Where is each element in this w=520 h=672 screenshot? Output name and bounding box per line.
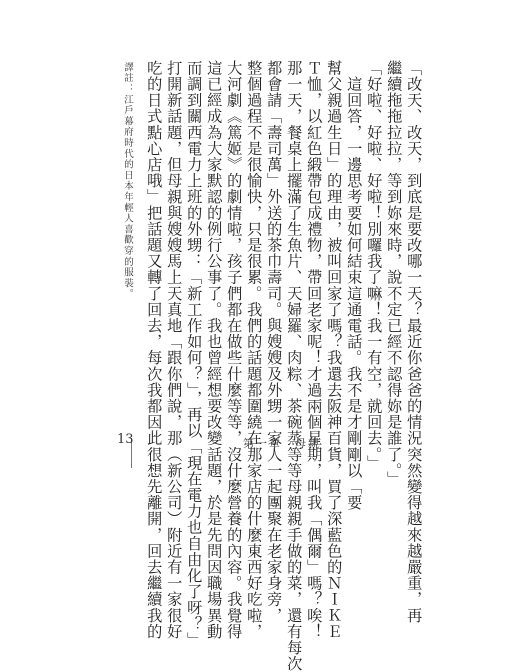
text-column-13: 打開新話題，但母親與嫂嫂馬上天真地「跟你們說，那（新公司）附近有一家很好 bbox=[165, 60, 184, 640]
text-column-2: 繼續拖拖拉拉，等到妳來時，說不定已經不認得妳是誰了。」 bbox=[385, 60, 404, 488]
text-column-14: 吃的日式點心店哦」把話題又轉了回去，每次我都因此很想先離開，回去繼續我的 bbox=[145, 60, 164, 640]
text-column-8: 都會請「壽司萬」外送的茶巾壽司。與嫂嫂及外甥一家人一起團聚在老家身旁， bbox=[265, 60, 284, 624]
text-column-9: 整個過程不是很愉快，只是很累。我們的話題都圍繞在那家店的什麼東西好吃啦， bbox=[245, 60, 264, 640]
text-column-5: 幫父親過生日」的理由，被叫回家了嗎？我還去阪神百貨，買了深藍色的ＮＩＫＥ bbox=[325, 60, 344, 640]
chapter-footer: 第一章 母親 bbox=[243, 437, 321, 450]
text-column-11: 這已經成為大家默認的例行公事了。我也曾經想要改變話題，於是先問因職場異動 bbox=[205, 60, 224, 640]
text-column-12: 而調到關西電力上班的外甥：「新工作如何？」，再以「現在電力也自由化了呀？」 bbox=[185, 60, 204, 649]
page-number: 13 bbox=[117, 432, 134, 447]
text-column-1: 「改天、改天，到底是要改哪一天？最近你爸爸的情況突然變得越來越嚴重，再 bbox=[405, 60, 424, 624]
text-column-6: Ｔ恤，以紅色緞帶包成禮物，帶回老家呢！才過兩個星期，叫我「偶爾」嗎？唉！ bbox=[305, 60, 324, 640]
text-column-4: 這回答，一邊思考要如何結束這通電話。我不是才剛剛以「要 bbox=[345, 60, 364, 511]
text-column-10: 大河劇《篤姬》的劇情啦，孩子們都在做些什麼等等，沒什麼營養的內容。我覺得 bbox=[225, 60, 244, 640]
text-column-3: 「好啦、好啦、好啦！別囉我了嘛！我一有空，就回去。」 bbox=[365, 60, 384, 471]
text-column-7: 那一天，餐桌上擺滿了生魚片、天婦羅、肉粽、茶碗蒸等等母親親手做的菜，還有每次 bbox=[285, 60, 304, 672]
translator-note: 譯註：江戶幕府時代的日本年輕人喜歡穿的服裝。 bbox=[122, 62, 133, 300]
